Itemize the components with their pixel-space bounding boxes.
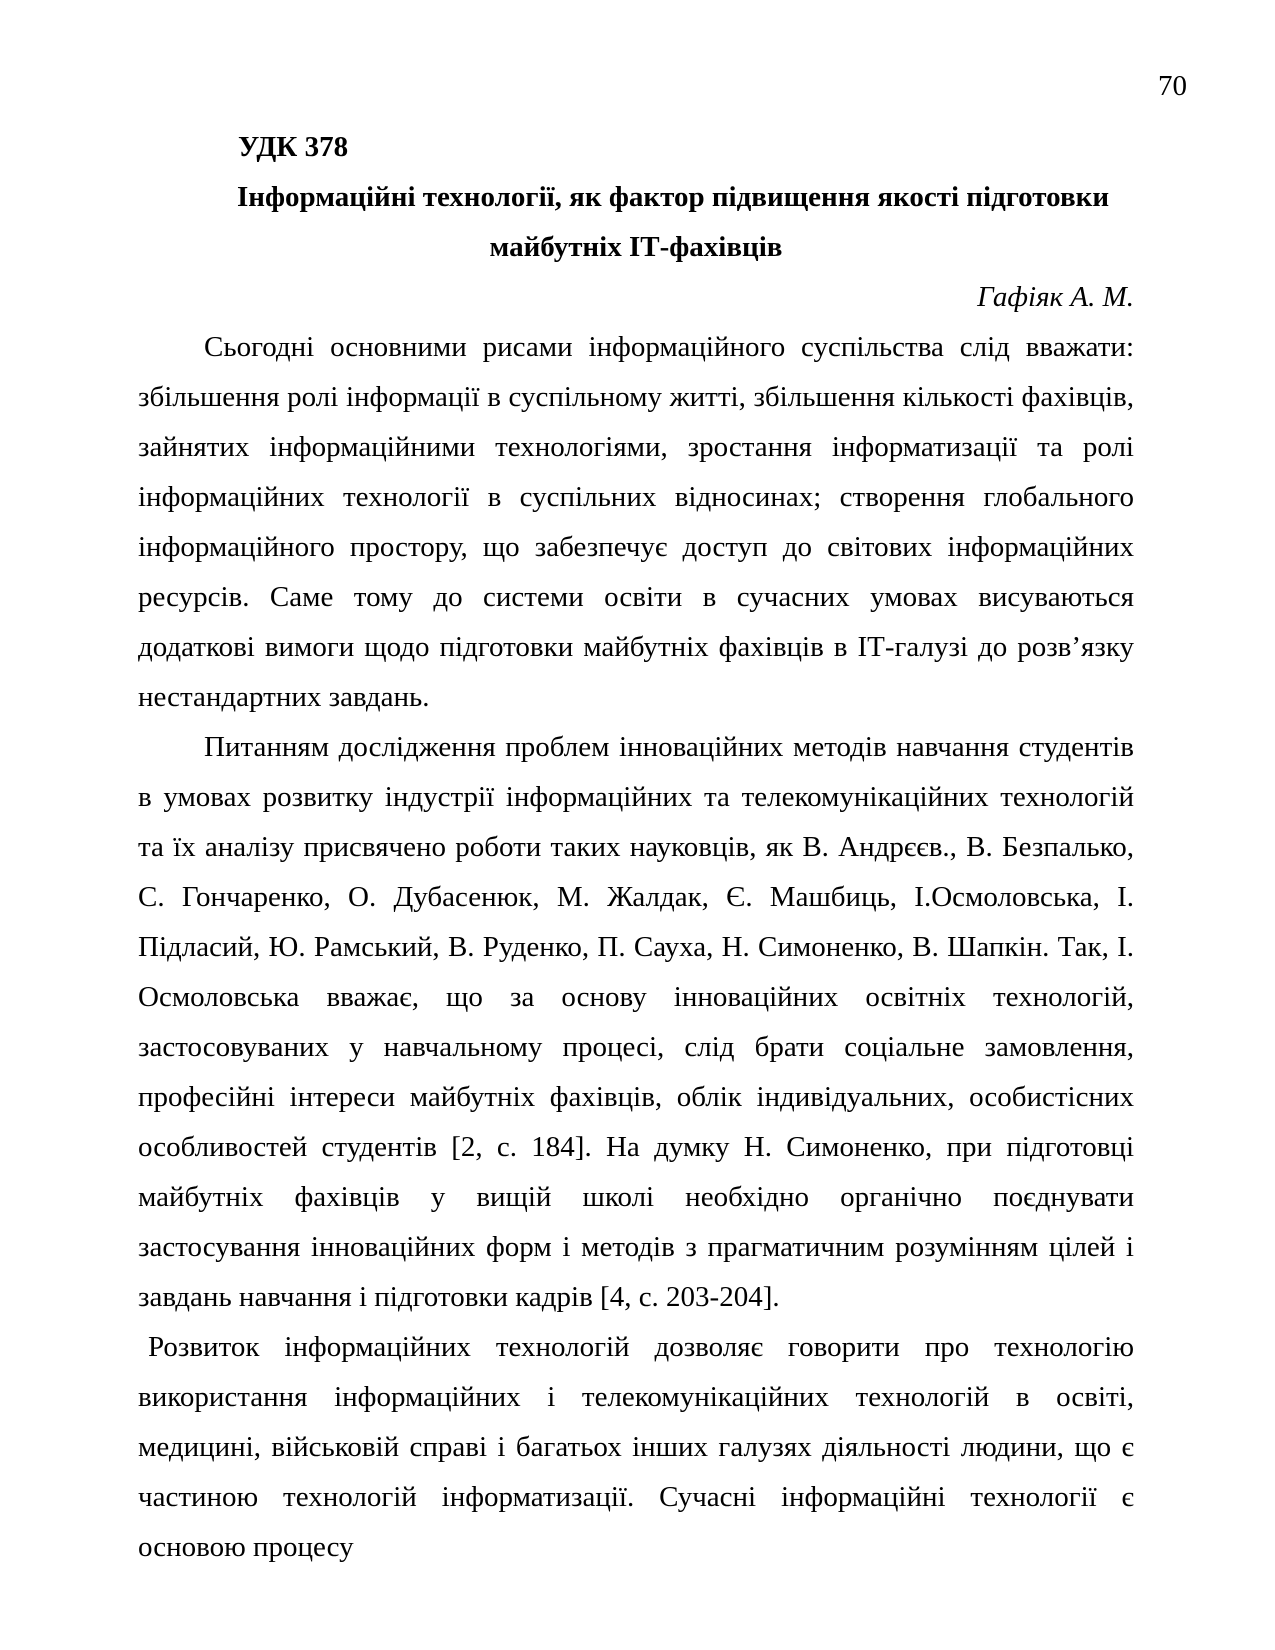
article-title-line-1: Інформаційні технології, як фактор підвищення якості підготовки bbox=[236, 181, 1110, 213]
paragraph-intro: Сьогодні основними рисами інформаційного суспільства слід вважати: збільшення ролі інформації в суспільному житті, збільшення кількості фахівців, зайнятих інформаційними технологіями, зростання інформатизації та ролі інформаційних технології в суспільних відносинах; створення глобального інформаційного простору, що забезпечує доступ до світових інформаційних ресурсів. Саме тому до системи освіти в сучасних умовах висуваються додаткові вимоги щодо підготовки майбутніх фахівців в ІТ-галузі до розв’язку нестандартних завдань. bbox=[138, 331, 1134, 713]
author-name: Гафіяк А. М. bbox=[977, 281, 1134, 313]
article-title bbox=[138, 172, 1134, 272]
article-title-line-2: майбутніх ІТ-фахівців bbox=[489, 231, 783, 263]
page-content bbox=[138, 122, 1134, 1572]
paragraph-literature-review: Питанням дослідження проблем інноваційних методів навчання студентів в умовах розвитку індустрії інформаційних та телекомунікаційних технологій та їх аналізу присвячено роботи таких науковців, як В. Андрєєв., В. Безпалько, С. Гончаренко, О. Дубасенюк, М. Жалдак, Є. Машбиць, І.Осмоловська, І. Підласий, Ю. Рамський, В. Руденко, П. Сауха, Н. Симоненко, В. Шапкін. Так, І. Осмоловська вважає, що за основу інноваційних освітніх технологій, застосовуваних у навчальному процесі, слід брати соціальне замовлення, професійні інтереси майбутніх фахівців, облік індивідуальних, особистісних особливостей студентів [2, с. 184]. На думку Н. Симоненко, при підготовці майбутніх фахівців у вищій школі необхідно органічно поєднувати застосування інноваційних форм і методів з прагматичним розумінням цілей і завдань навчання і підготовки кадрів [4, с. 203-204]. bbox=[138, 731, 1134, 1313]
paragraph-it-development: Розвиток інформаційних технологій дозволяє говорити про технологію використання інформаційних і телекомунікаційних технологій в освіті, медицині, військовій справі і багатьох інших галузях діяльності людини, що є частиною технологій інформатизації. Сучасні інформаційні технології є основою процесу bbox=[138, 1331, 1134, 1563]
udc-code: УДК 378 bbox=[238, 131, 349, 163]
page-number: 70 bbox=[1158, 70, 1187, 102]
article-body bbox=[138, 322, 1134, 1572]
